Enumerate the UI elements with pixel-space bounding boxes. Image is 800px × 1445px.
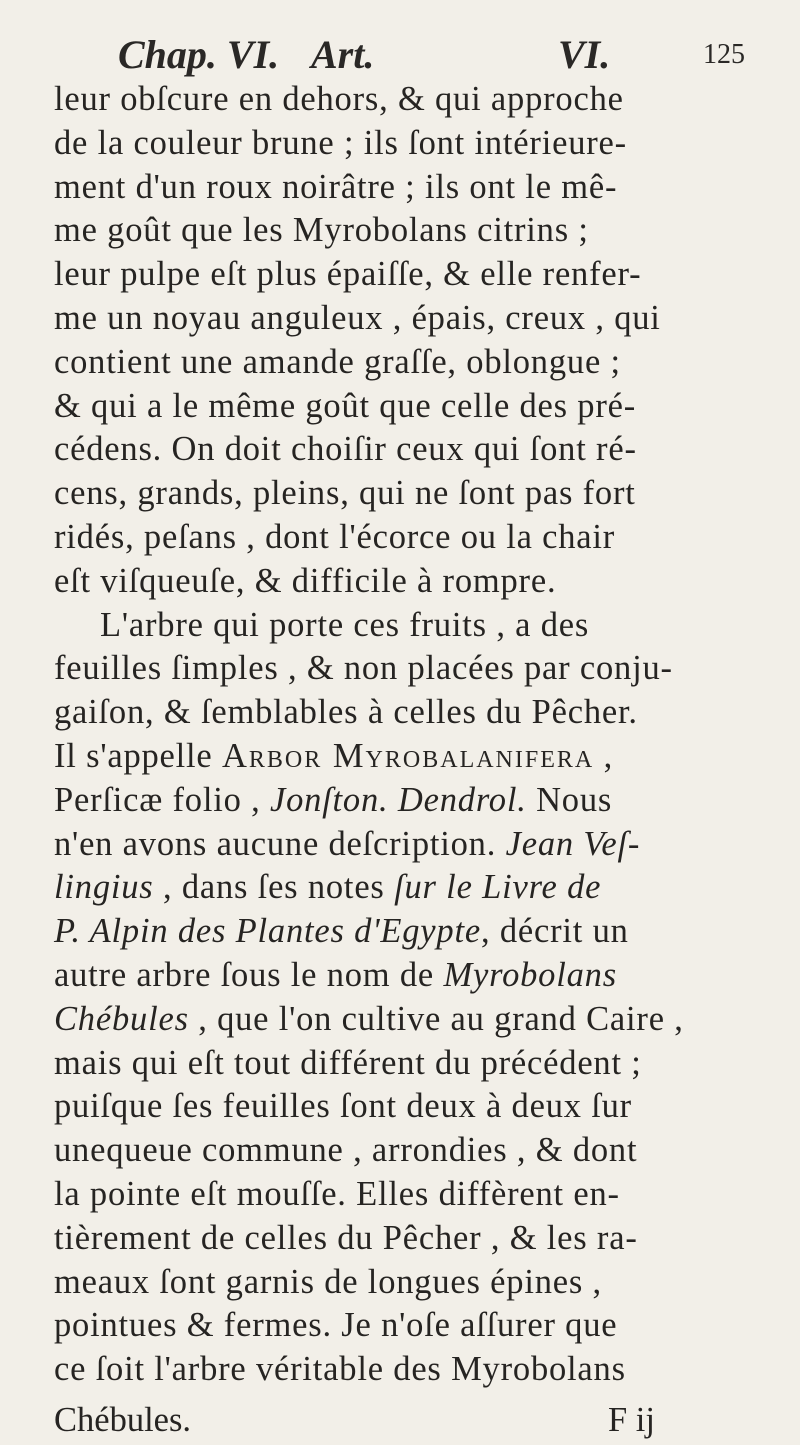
plant-name-smallcaps: Arbor Myrobalanifera — [221, 736, 595, 775]
text-run: , dans ſes notes — [153, 868, 395, 907]
text-line — [54, 998, 754, 1042]
text-line: ridés, peſans , dont l'écorce ou la chair — [54, 517, 616, 556]
text-line — [54, 866, 754, 910]
text-line: me goût que les Myrobolans citrins ; — [54, 211, 589, 250]
article-number: VI. — [558, 32, 611, 77]
text-line: feuilles ſimples , & non placées par conju- — [54, 649, 673, 688]
text-line: de la couleur brune ; ils ſont intérieure- — [54, 123, 627, 162]
text-line: la pointe eſt mouſſe. Elles diffèrent en- — [54, 1174, 620, 1213]
text-run: , — [594, 736, 614, 775]
text-line: leur obſcure en dehors, & qui approche — [54, 80, 624, 118]
text-line: ment d'un roux noirâtre ; ils ont le mê- — [54, 167, 618, 206]
paragraph-start-line: L'arbre qui porte ces fruits , a des — [100, 605, 590, 644]
text-line — [54, 779, 754, 823]
text-run: n'en avons aucune deſcription. — [54, 824, 506, 863]
page-footer — [54, 1398, 754, 1442]
text-line — [54, 823, 754, 867]
signature-mark: F ij — [608, 1401, 655, 1439]
text-line — [54, 954, 754, 998]
page-number: 125 — [703, 39, 745, 70]
text-run: Il s'appelle — [54, 736, 222, 775]
plant-name-italic: Chébules — [54, 999, 189, 1038]
author-italic: lingius — [54, 868, 154, 907]
text-line: & qui a le même goût que celle des pré- — [54, 386, 637, 425]
citation-italic: Jonſton. — [269, 780, 389, 819]
text-line: me un noyau anguleux , épais, creux , qui — [54, 298, 661, 337]
text-line: eſt viſqueuſe, & difficile à rompre. — [54, 561, 557, 600]
text-line: unequeue commune , arrondies , & dont — [54, 1131, 638, 1170]
running-header — [118, 28, 748, 82]
text-run: Nous — [526, 780, 613, 819]
text-line: ce ſoit l'arbre véritable des Myrobolans — [54, 1350, 626, 1389]
text-line: cens, grands, pleins, qui ne ſont pas fort — [54, 474, 636, 513]
text-line: mais qui eſt tout différent du précédent ; — [54, 1043, 642, 1082]
text-line: cédens. On doit choiſir ceux qui ſont ré- — [54, 430, 637, 469]
text-line — [54, 910, 754, 954]
text-line: meaux ſont garnis de longues épines , — [54, 1262, 602, 1301]
text-line: pointues & fermes. Je n'oſe aſſurer que — [54, 1306, 618, 1345]
article-label: Art. — [311, 32, 375, 77]
plant-name-italic: Myrobolans — [443, 955, 617, 994]
text-run: , que l'on cultive au grand Caire , — [188, 999, 684, 1038]
text-run — [388, 781, 397, 819]
citation-italic: Dendrol. — [397, 780, 527, 819]
text-line: tièrement de celles du Pêcher , & les ra- — [54, 1218, 638, 1257]
text-run: , décrit un — [480, 912, 629, 951]
chapter-label: Chap. VI. — [118, 32, 280, 77]
author-italic: Jean Veſ- — [505, 824, 641, 863]
body-text — [54, 78, 754, 1392]
book-title-italic: P. Alpin des Plantes d'Egypte — [54, 912, 481, 951]
catchword: Chébules. — [54, 1401, 192, 1439]
text-line: gaiſon, & ſemblables à celles du Pêcher. — [54, 693, 638, 732]
text-line: contient une amande graſſe, oblongue ; — [54, 342, 621, 381]
text-line: puiſque ſes feuilles ſont deux à deux ſur — [54, 1087, 632, 1126]
text-line — [54, 735, 754, 779]
text-run: Perſicæ folio , — [54, 780, 270, 819]
text-line: leur pulpe eſt plus épaiſſe, & elle renfer- — [54, 255, 642, 294]
text-run: autre arbre ſous le nom de — [54, 955, 444, 994]
book-title-italic: ſur le Livre de — [394, 868, 602, 907]
